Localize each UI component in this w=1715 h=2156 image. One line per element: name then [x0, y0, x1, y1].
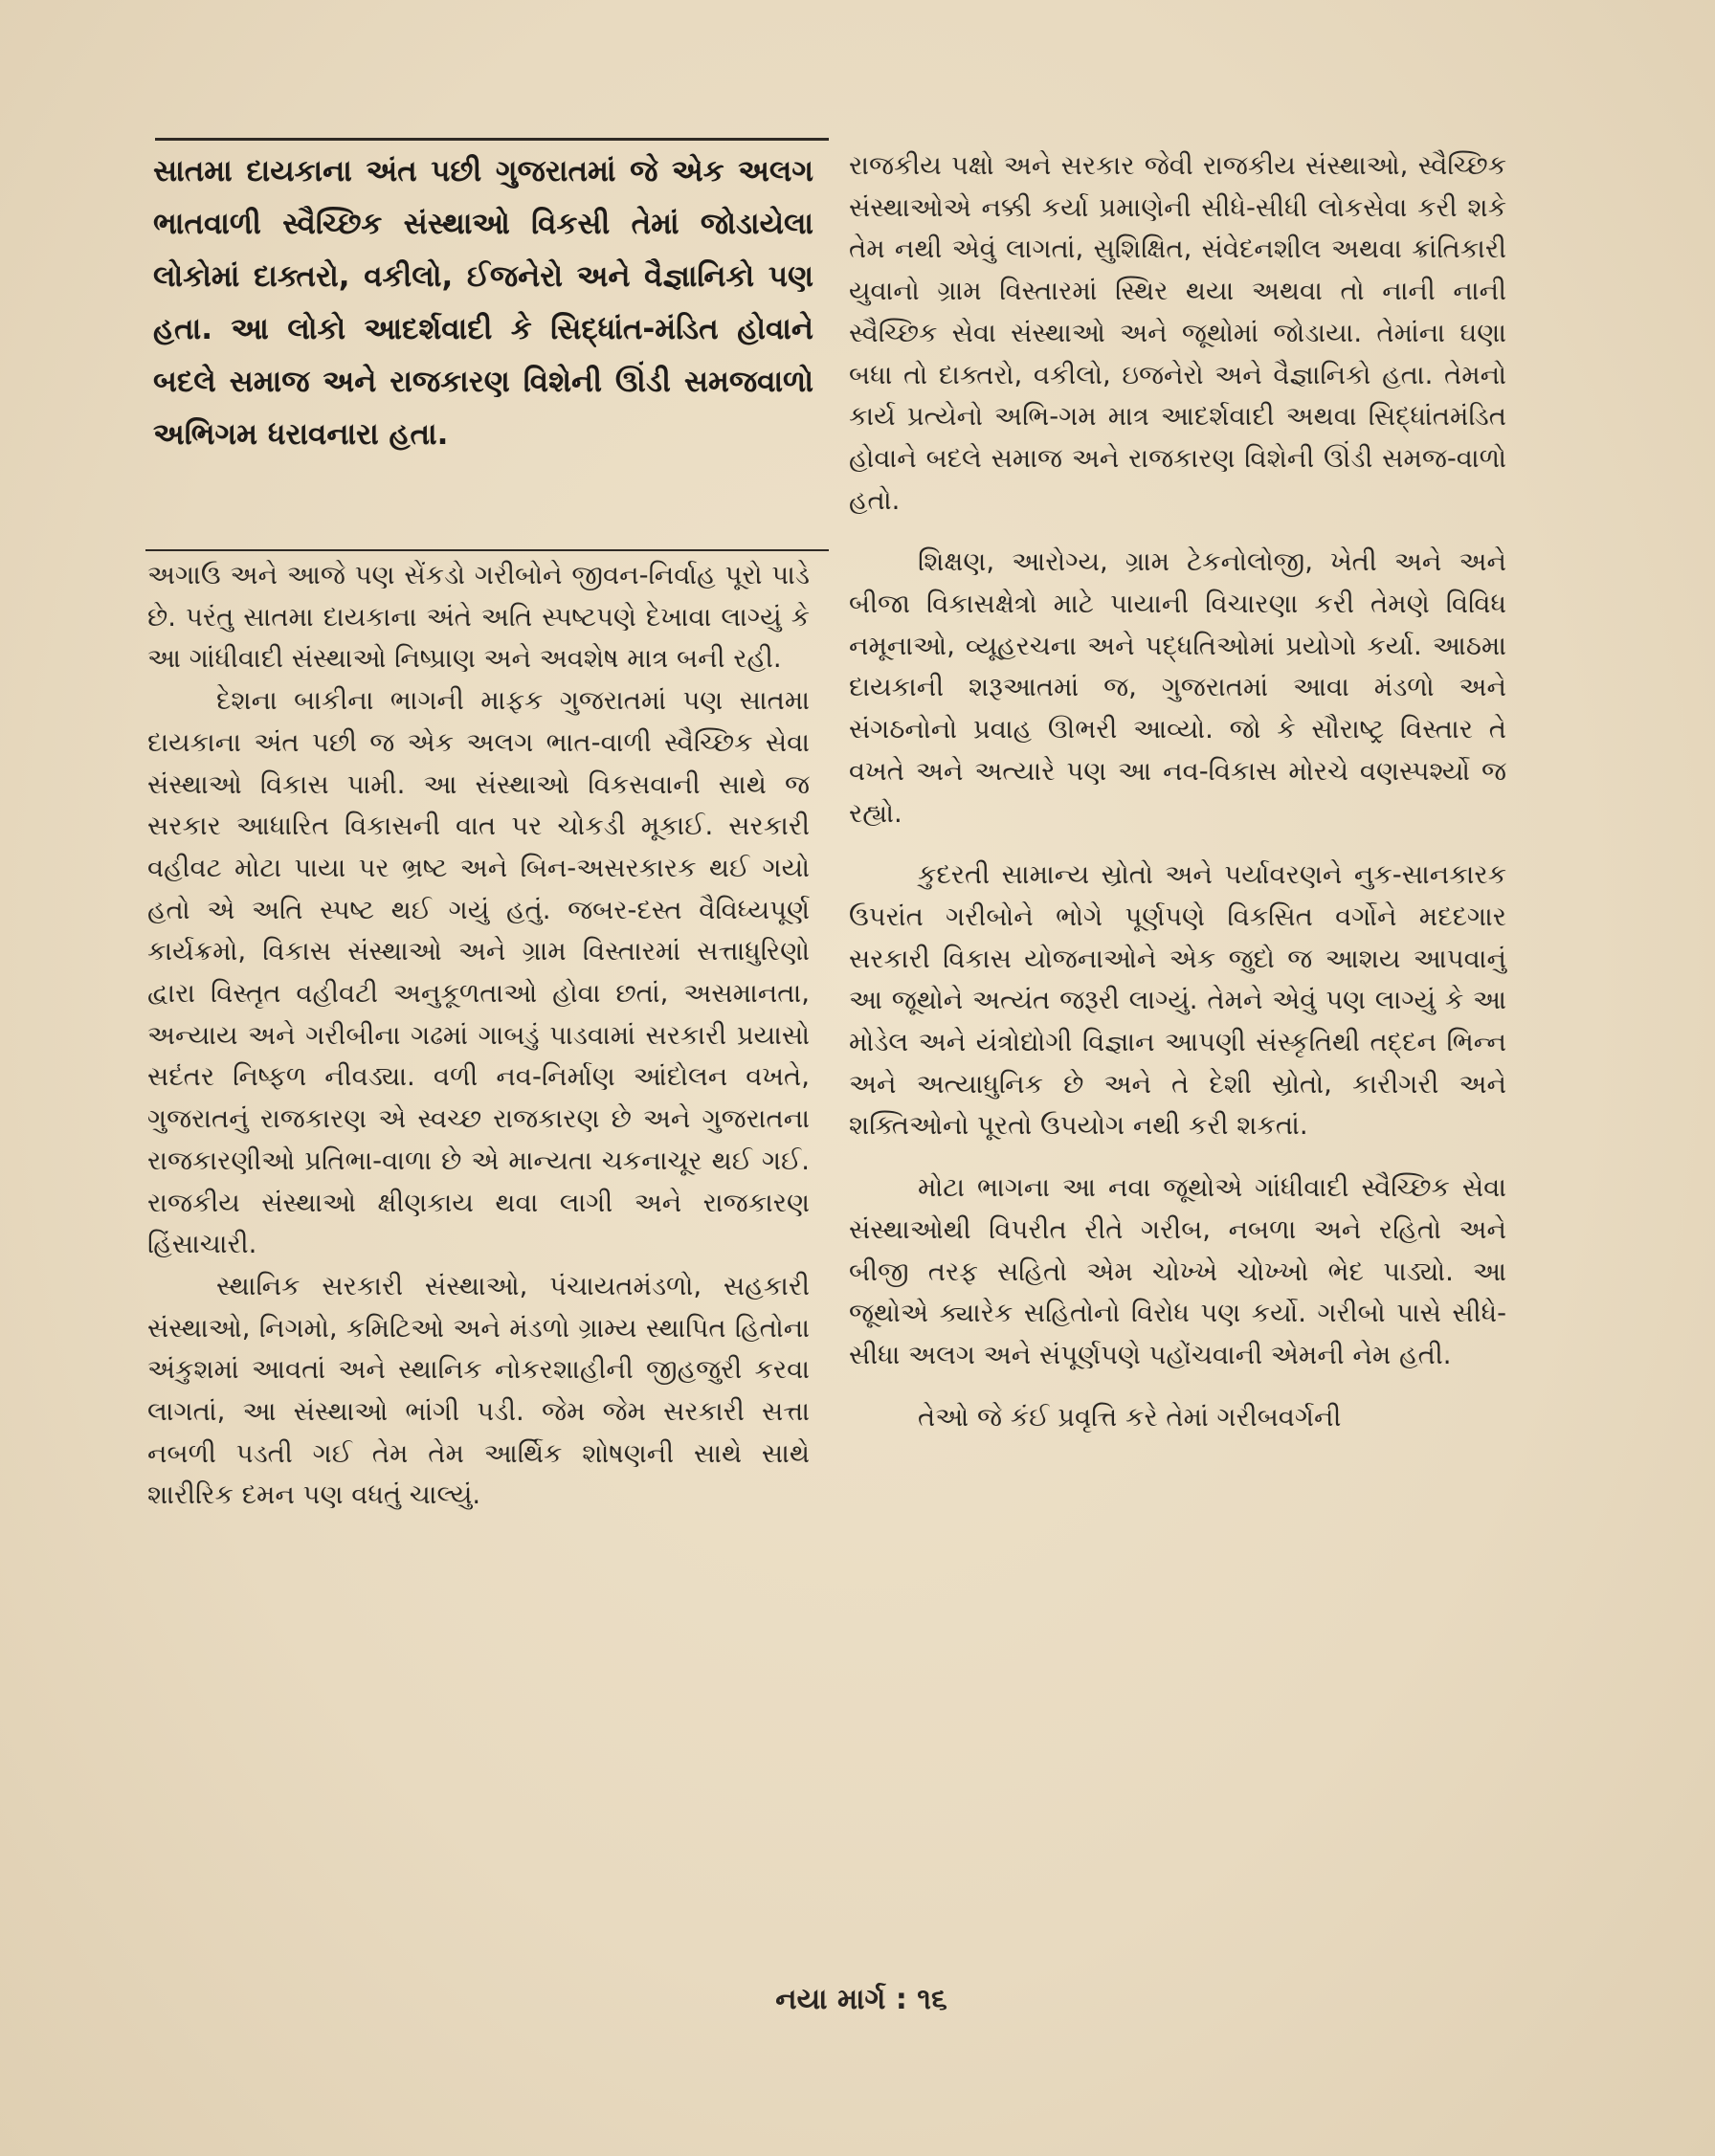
right-paragraph-4: મોટા ભાગના આ નવા જૂથોએ ગાંધીવાદી સ્વૈચ્છિક સેવા સંસ્થાઓથી વિપરીત રીતે ગરીબ, નબળા અને રહિતો અને બીજી તરફ સહિતો એમ ચોખ્ખે ચોખ્ખો ભેદ પાડ્યો. આ જૂથોએ ક્યારેક સહિતોનો વિરોધ પણ કર્યો. ગરીબો પાસે સીધે-સીધા અલગ અને સંપૂર્ણપણે પહોંચવાની એમની નેમ હતી.	[849, 1172, 1506, 1370]
pullquote-bottom-rule	[145, 549, 829, 551]
right-paragraph-1: રાજકીય પક્ષો અને સરકાર જેવી રાજકીય સંસ્થાઓ, સ્વૈચ્છિક સંસ્થાઓએ નક્કી કર્યા પ્રમાણેની સીધે-સીધી લોકસેવા કરી શકે તેમ નથી એવું લાગતાં, સુશિક્ષિત, સંવેદનશીલ અથવા ક્રાંતિકારી યુવાનો ગ્રામ વિસ્તારમાં સ્થિર થયા અથવા તો નાની નાની સ્વૈચ્છિક સેવા સંસ્થાઓ અને જૂથોમાં જોડાયા. તેમાંના ઘણા બધા તો દાક્તરો, વકીલો, ઇજનેરો અને વૈજ્ઞાનિકો હતા. તેમનો કાર્ય પ્રત્યેનો અભિ-ગમ માત્ર આદર્શવાદી અથવા સિદ્ધાંતમંડિત હોવાને બદલે સમાજ અને રાજકારણ વિશેની ઊંડી સમજ-વાળો હતો.	[849, 150, 1506, 516]
left-paragraph-3: સ્થાનિક સરકારી સંસ્થાઓ, પંચાયતમંડળો, સહકારી સંસ્થાઓ, નિગમો, કમિટિઓ અને મંડળો ગ્રામ્ય સ્થાપિત હિતોના અંકુશમાં આવતાં અને સ્થાનિક નોકરશાહીની જીહજુરી કરવા લાગતાં, આ સંસ્થાઓ ભાંગી પડી. જેમ જેમ સરકારી સત્તા નબળી પડતી ગઈ તેમ તેમ આર્થિક શોષણની સાથે સાથે શારીરિક દમન પણ વધતું ચાલ્યું.	[147, 1270, 810, 1511]
left-paragraph-1: અગાઉ અને આજે પણ સેંકડો ગરીબોને જીવન-નિર્વાહ પૂરો પાડે છે. પરંતુ સાતમા દાયકાના અંતે અતિ સ્પષ્ટપણે દેખાવા લાગ્યું કે આ ગાંધીવાદી સંસ્થાઓ નિષ્પ્રાણ અને અવશેષ માત્ર બની રહી.	[147, 560, 810, 675]
left-column	[147, 555, 810, 1517]
pullquote-top-rule	[155, 138, 829, 141]
page-footer: નયા માર્ગ : ૧૬	[775, 1983, 947, 2016]
left-paragraph-2: દેશના બાકીના ભાગની માફક ગુજરાતમાં પણ સાતમા દાયકાના અંત પછી જ એક અલગ ભાત-વાળી સ્વૈચ્છિક સેવા સંસ્થાઓ વિકાસ પામી. આ સંસ્થાઓ વિકસવાની સાથે જ સરકાર આધારિત વિકાસની વાત પર ચોકડી મૂકાઈ. સરકારી વહીવટ મોટા પાયા પર ભ્રષ્ટ અને બિન-અસરકારક થઈ ગયો હતો એ અતિ સ્પષ્ટ થઈ ગયું હતું. જબર-દસ્ત વૈવિધ્યપૂર્ણ કાર્યક્રમો, વિકાસ સંસ્થાઓ અને ગ્રામ વિસ્તારમાં સત્તાધુરિણો દ્વારા વિસ્તૃત વહીવટી અનુકૂળતાઓ હોવા છતાં, અસમાનતા, અન્યાય અને ગરીબીના ગઢમાં ગાબડું પાડવામાં સરકારી પ્રયાસો સદંતર નિષ્ફળ નીવડ્યા. વળી નવ-નિર્માણ આંદોલન વખતે, ગુજરાતનું રાજકારણ એ સ્વચ્છ રાજકારણ છે અને ગુજરાતના રાજકારણીઓ પ્રતિભા-વાળા છે એ માન્યતા ચકનાચૂર થઈ ગઈ. રાજકીય સંસ્થાઓ ક્ષીણકાય થવા લાગી અને રાજકારણ હિંસાચારી.	[147, 685, 810, 1260]
right-column	[849, 145, 1506, 1438]
pullquote: સાતમા દાયકાના અંત પછી ગુજરાતમાં જે એક અલગ ભાતવાળી સ્વૈચ્છિક સંસ્થાઓ વિકસી તેમાં જોડાયેલા લોકોમાં દાક્તરો, વકીલો, ઈજનેરો અને વૈજ્ઞાનિકો પણ હતા. આ લોકો આદર્શવાદી કે સિદ્ધાંત-મંડિત હોવાને બદલે સમાજ અને રાજકારણ વિશેની ઊંડી સમજવાળો અભિગમ ધરાવનારા હતા.	[153, 154, 813, 452]
right-paragraph-3: કુદરતી સામાન્ય સ્રોતો અને પર્યાવરણને નુક-સાનકારક ઉપરાંત ગરીબોને ભોગે પૂર્ણપણે વિકસિત વર્ગોને મદદગાર સરકારી વિકાસ યોજનાઓને એક જુદો જ આશય આપવાનું આ જૂથોને અત્યંત જરૂરી લાગ્યું. તેમને એવું પણ લાગ્યું કે આ મોડેલ અને યંત્રોદ્યોગી વિજ્ઞાન આપણી સંસ્કૃતિથી તદ્દન ભિન્ન અને અત્યાધુનિક છે અને તે દેશી સ્રોતો, કારીગરી અને શક્તિઓનો પૂરતો ઉપયોગ નથી કરી શકતાં.	[849, 859, 1506, 1142]
right-paragraph-2: શિક્ષણ, આરોગ્ય, ગ્રામ ટેકનોલોજી, ખેતી અને અને બીજા વિકાસક્ષેત્રો માટે પાયાની વિચારણા કરી તેમણે વિવિધ નમૂનાઓ, વ્યૂહરચના અને પદ્ધતિઓમાં પ્રયોગો કર્યા. આઠમા દાયકાની શરૂઆતમાં જ, ગુજરાતમાં આવા મંડળો અને સંગઠનોનો પ્રવાહ ઊભરી આવ્યો. જો કે સૌરાષ્ટ્ર વિસ્તાર તે વખતે અને અત્યારે પણ આ નવ-વિકાસ મોરચે વણસ્પર્શ્યો જ રહ્યો.	[849, 546, 1506, 829]
right-paragraph-5: તેઓ જે કંઈ પ્રવૃત્તિ કરે તેમાં ગરીબવર્ગની	[918, 1401, 1342, 1433]
